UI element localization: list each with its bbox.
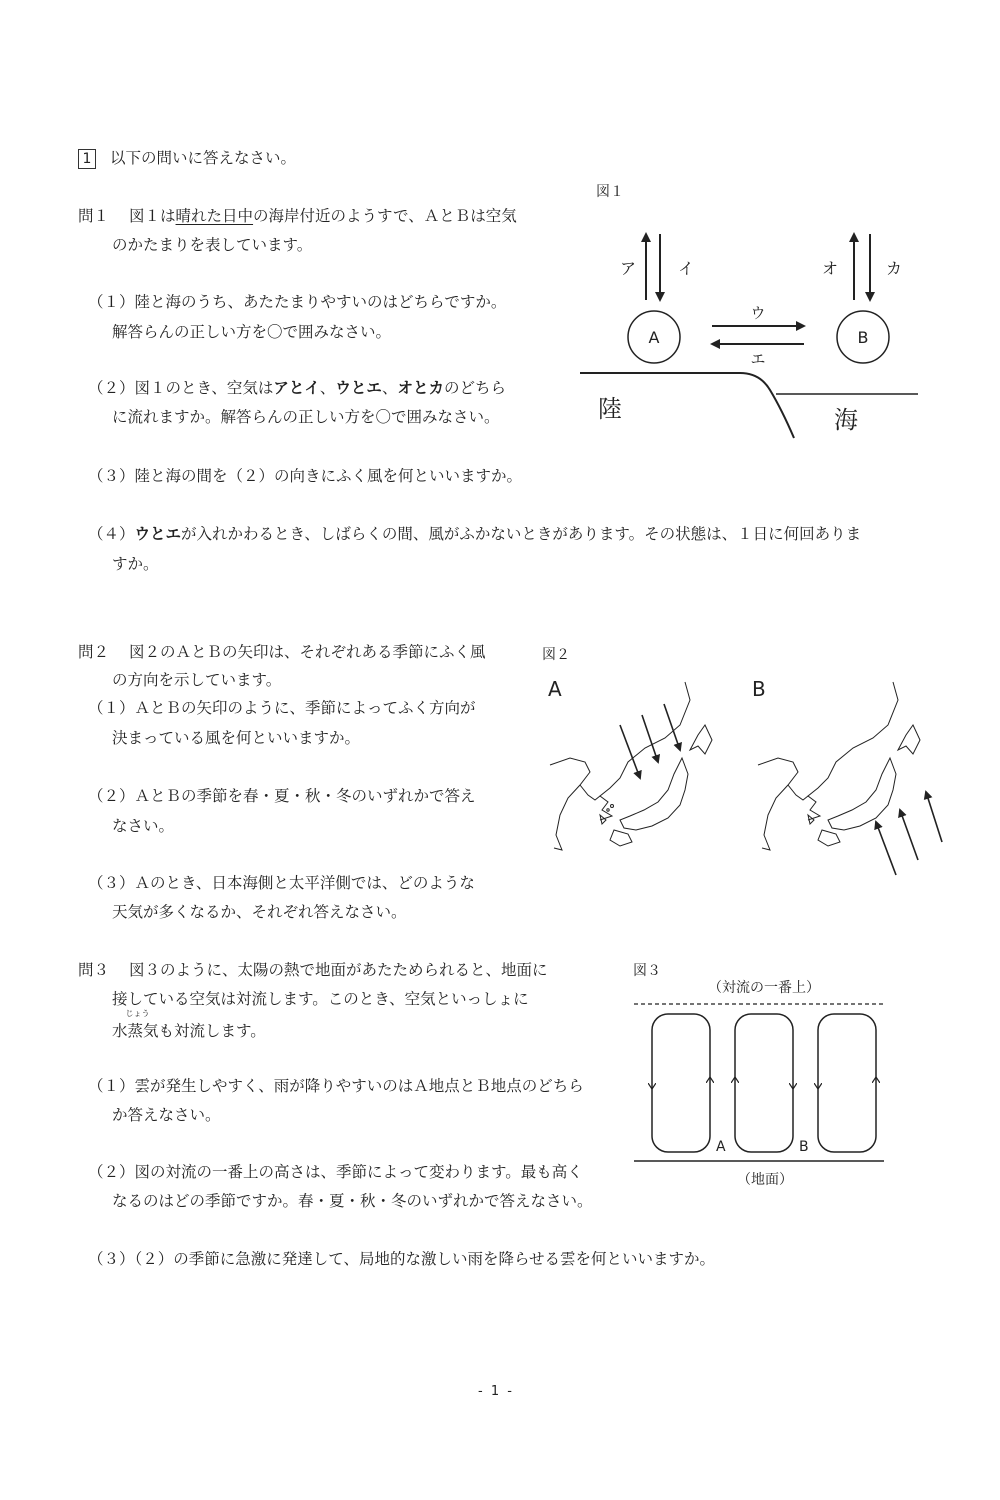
q1-intro-pre: 図１は [129, 207, 176, 225]
q1-sub4-line2: すか。 [112, 555, 159, 573]
sea-label: 海 [834, 406, 858, 434]
q1-intro-line2: のかたまりを表しています。 [112, 236, 313, 254]
label-i: イ [678, 259, 695, 278]
q3-sub2-line2: なるのはどの季節ですか。春・夏・秋・冬のいずれかで答えなさい。 [112, 1192, 593, 1210]
q3-sub3: （３）（２）の季節に急激に発達して、局地的な激しい雨を降らせる雲を何といいますか。 [88, 1250, 715, 1268]
fig3-title: 図３ [633, 963, 661, 979]
q3-sub1-line2: か答えなさい。 [112, 1106, 221, 1124]
fig2-title: 図２ [542, 647, 570, 663]
q2-label: 問２ [78, 643, 110, 661]
q2-sub3-line1: （３）Ａのとき、日本海側と太平洋側では、どのような [88, 874, 475, 892]
q3-ruby-base: 蒸 [127, 1022, 144, 1040]
map-b-wind-arrow-3 [926, 792, 942, 842]
map-a-wind-arrow-1 [620, 725, 640, 778]
q1-label: 問１ [78, 207, 110, 225]
q1-sub2-sep2: 、 [381, 379, 398, 397]
label-a: ア [620, 259, 637, 278]
q1-intro-line1 [78, 204, 517, 226]
q2-sub1-line1: （１）ＡとＢの矢印のように、季節によってふく方向が [88, 699, 476, 717]
convection-cell-2 [735, 1014, 793, 1152]
label-u: ウ [750, 304, 766, 322]
section-instruction: 以下の問いに答えなさい。 [110, 149, 297, 167]
section-number: 1 [78, 149, 96, 169]
q1-sub4-post: が入れかわるとき、しばらくの間、風がふかないときがあります。その状態は、１日に何回ありま [181, 525, 862, 543]
map-b-wind-arrow-1 [876, 822, 896, 875]
map-a [550, 682, 712, 850]
q2-sub1-line2: 決まっている風を何といいますか。 [112, 729, 361, 747]
q1-underlined-phrase: 晴れた日中 [175, 207, 254, 225]
q1-sub2-choice-c: オとカ [397, 379, 444, 397]
fig1-diagram [570, 220, 930, 450]
q1-sub3: （３）陸と海の間を（２）の向きにふく風を何といいますか。 [88, 467, 523, 485]
point-b-label: B [799, 1139, 809, 1155]
section-header [78, 146, 296, 169]
label-e: エ [750, 350, 766, 368]
q1-intro-post: の海岸付近のようすで、ＡとＢは空気 [253, 207, 517, 225]
q1-sub4-line1 [88, 522, 861, 544]
fig3-diagram [630, 996, 890, 1168]
label-ka: カ [886, 259, 903, 278]
map-a-wind-arrow-2 [642, 715, 658, 762]
q3-intro3-pre: 水 [112, 1022, 128, 1040]
q3-intro-line3 [112, 1009, 266, 1041]
q3-sub1-line1: （１）雲が発生しやすく、雨が降りやすいのはＡ地点とＢ地点のどちら [88, 1077, 584, 1095]
q1-sub2-pre: （２）図１のとき、空気は [88, 379, 274, 397]
fig1-title: 図１ [596, 184, 624, 200]
q3-ruby-word [125, 1009, 150, 1041]
q1-sub2-line2: に流れますか。解答らんの正しい方を〇で囲みなさい。 [112, 408, 500, 426]
q2-sub3-line2: 天気が多くなるか、それぞれ答えなさい。 [112, 903, 407, 921]
q2-sub2-line2: なさい。 [112, 817, 175, 835]
q3-sub2-line1: （２）図の対流の一番上の高さは、季節によって変わります。最も高く [88, 1163, 583, 1181]
q2-intro-line2: の方向を示しています。 [112, 671, 282, 689]
q2-intro-line1 [78, 640, 486, 662]
q1-sub2-choice-b: ウとエ [335, 379, 382, 397]
convection-cell-3 [818, 1014, 876, 1152]
q3-intro3-post: 気も対流します。 [143, 1022, 266, 1040]
q2-sub2-line1: （２）ＡとＢの季節を春・夏・秋・冬のいずれかで答え [88, 787, 476, 805]
q3-ruby-reading: じょう [125, 1009, 150, 1018]
q1-sub2-line1 [88, 376, 506, 398]
air-mass-a-label: A [648, 328, 660, 347]
q1-sub2-sep1: 、 [319, 379, 336, 397]
land-label: 陸 [598, 395, 622, 423]
page-number: - 1 - [478, 1384, 514, 1399]
q3-intro-line1 [78, 958, 548, 980]
q1-sub2-choice-a: アとイ [273, 379, 320, 397]
fig2-map-b-label: B [752, 677, 766, 701]
q3-intro-text: 図３のように、太陽の熱で地面があたためられると、地面に [129, 961, 548, 979]
point-a-label: A [716, 1139, 726, 1155]
fig3-top-label: （対流の一番上） [708, 980, 820, 996]
fig2-diagram [540, 670, 960, 885]
label-o: オ [822, 259, 839, 278]
q1-sub2-post: のどちら [443, 379, 506, 397]
map-b-wind-arrow-2 [900, 810, 918, 860]
q1-sub1-line2: 解答らんの正しい方を〇で囲みなさい。 [112, 323, 392, 341]
q1-sub4-pre: （４） [88, 525, 135, 543]
q1-sub1-line1: （１）陸と海のうち、あたたまりやすいのはどちらですか。 [88, 293, 507, 311]
map-b [758, 682, 920, 850]
q2-intro-text: 図２のＡとＢの矢印は、それぞれある季節にふく風 [129, 643, 486, 661]
q3-label: 問３ [78, 961, 110, 979]
q1-sub4-bold: ウとエ [134, 525, 182, 543]
convection-cell-1 [652, 1014, 710, 1152]
q3-intro-line2: 接している空気は対流します。このとき、空気といっしょに [112, 990, 529, 1008]
fig3-ground-label: （地面） [737, 1172, 793, 1188]
fig2-map-a-label: A [548, 677, 562, 701]
air-mass-b-label: B [857, 328, 869, 347]
